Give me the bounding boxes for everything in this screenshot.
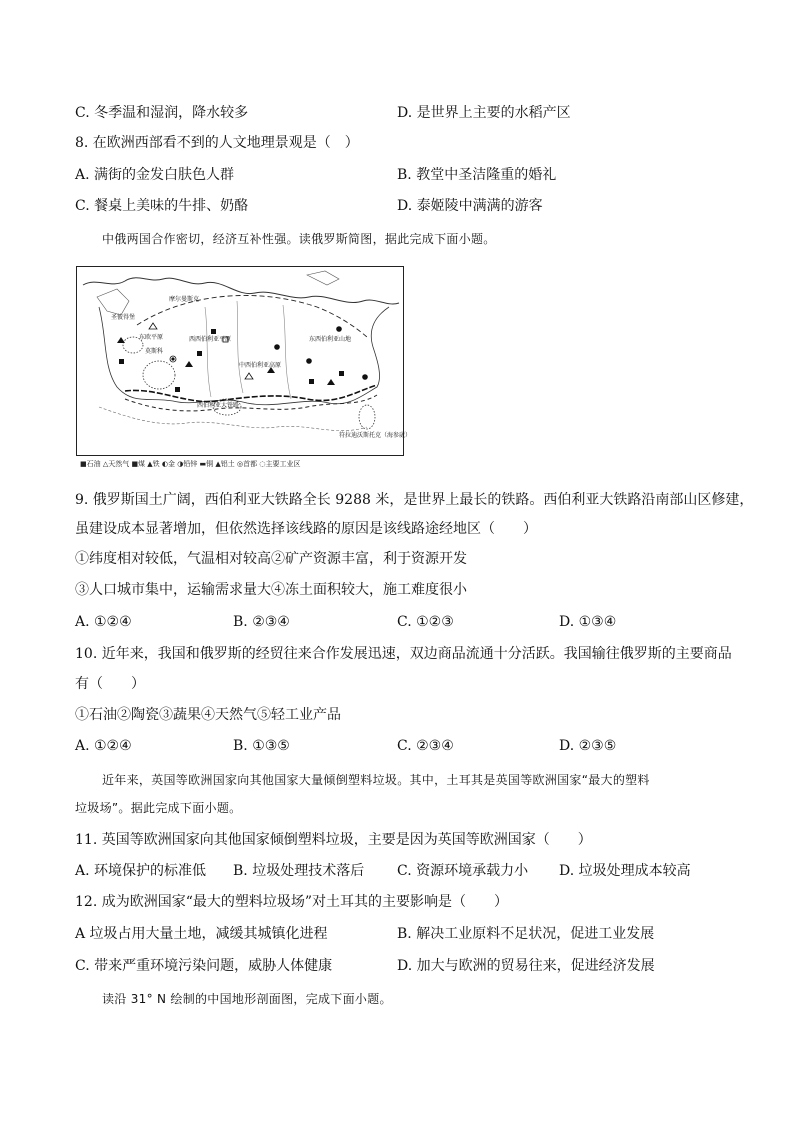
map-label-east-european-plain: 东欧平原 [139,334,164,341]
intro-plastic-line1: 近年来，英国等欧洲国家向其他国家大量倾倒塑料垃圾。其中，土耳其是英国等欧洲国家“最大的塑料 [102,773,650,787]
intro-profile: 读沿 31° N 绘制的中国地形剖面图，完成下面小题。 [102,992,392,1006]
q9-stem-line2: 虽建设成本显著增加，但依然选择该线路的原因是该线路途经地区（ ） [75,521,537,537]
q11-option-a: A. 环境保护的标准低 [75,863,207,879]
map-label-west-siberian-plain: 西西伯利亚平原 [189,336,232,343]
q7-option-c: C. 冬季温和湿润，降水较多 [75,105,249,121]
q10-option-b: B. ①③⑤ [233,738,290,754]
map-legend: ■石油 △天然气 ■煤 ▲铁 ◐金 ◑铅锌 ▬铜 ▲铝土 ◎首都 ◌主要工业区 [80,460,301,468]
q10-stem-line2: 有（ ） [75,676,145,692]
q11-option-c: C. 资源环境承载力小 [397,863,529,879]
q9-statement-1: ①纬度相对较低，气温相对较高②矿产资源丰富，利于资源开发 [75,551,467,567]
q10-option-d: D. ②③⑤ [559,738,617,754]
q10-option-c: C. ②③④ [397,738,454,754]
q11-option-b: B. 垃圾处理技术落后 [233,863,365,879]
q12-option-b: B. 解决工业原料不足状况，促进工业发展 [397,926,655,942]
map-label-st-petersburg: 圣彼得堡 [111,314,136,321]
map-label-murmansk: 摩尔曼斯克 [169,296,200,303]
russia-map-graphic [77,267,412,455]
q10-statement: ①石油②陶瓷③蔬果④天然气⑤轻工业产品 [75,707,341,723]
q9-stem-line1: 9. 俄罗斯国土广阔，西伯利亚大铁路全长 9288 米，是世界上最长的铁路。西伯利亚大铁路沿南部山区修建， [75,492,754,508]
q8-stem: 8. 在欧洲西部看不到的人文地理景观是（ ） [75,135,359,151]
q7-option-d: D. 是世界上主要的水稻产区 [397,105,571,121]
intro-russia: 中俄两国合作密切，经济互补性强。读俄罗斯简图，据此完成下面小题。 [102,232,496,246]
intro-plastic-line2: 垃圾场”。据此完成下面小题。 [75,801,242,815]
russia-map [76,266,412,456]
q9-statement-2: ③人口城市集中，运输需求量大④冻土面积较大，施工难度很小 [75,582,467,598]
map-label-trans-siberian-railway: 西伯利亚大铁路 [197,402,240,409]
map-label-east-siberian-mountains: 东西伯利亚山地 [309,336,352,343]
q12-option-a: A 垃圾占用大量土地，减缓其城镇化进程 [75,926,328,942]
q12-option-d: D. 加大与欧洲的贸易往来，促进经济发展 [397,958,655,974]
map-label-vladivostok: 符拉迪沃斯托克（海参崴） [339,432,412,439]
map-label-central-siberian-plateau: 中西伯利亚高原 [239,362,282,369]
q9-option-a: A. ①②④ [75,614,132,630]
q10-stem-line1: 10. 近年来，我国和俄罗斯的经贸往来合作发展迅速，双边商品流通十分活跃。我国输往俄罗斯的主要商品 [75,646,732,662]
q9-option-b: B. ②③④ [233,614,290,630]
q11-option-d: D. 垃圾处理成本较高 [559,863,691,879]
q9-option-d: D. ①③④ [559,614,617,630]
q8-option-d: D. 泰姬陵中满满的游客 [397,198,543,214]
map-label-moscow: 莫斯科 [145,348,164,355]
q9-option-c: C. ①②③ [397,614,454,630]
q8-option-c: C. 餐桌上美味的牛排、奶酪 [75,198,249,214]
q11-stem: 11. 英国等欧洲国家向其他国家倾倒塑料垃圾，主要是因为英国等欧洲国家（ ） [75,832,592,848]
q10-option-a: A. ①②④ [75,738,132,754]
q8-option-b: B. 教堂中圣洁隆重的婚礼 [397,167,557,183]
q8-option-a: A. 满街的金发白肤色人群 [75,167,235,183]
q12-stem: 12. 成为欧洲国家“最大的塑料垃圾场”对土耳其的主要影响是（ ） [75,894,509,910]
q12-option-c: C. 带来严重环境污染问题，威胁人体健康 [75,958,333,974]
